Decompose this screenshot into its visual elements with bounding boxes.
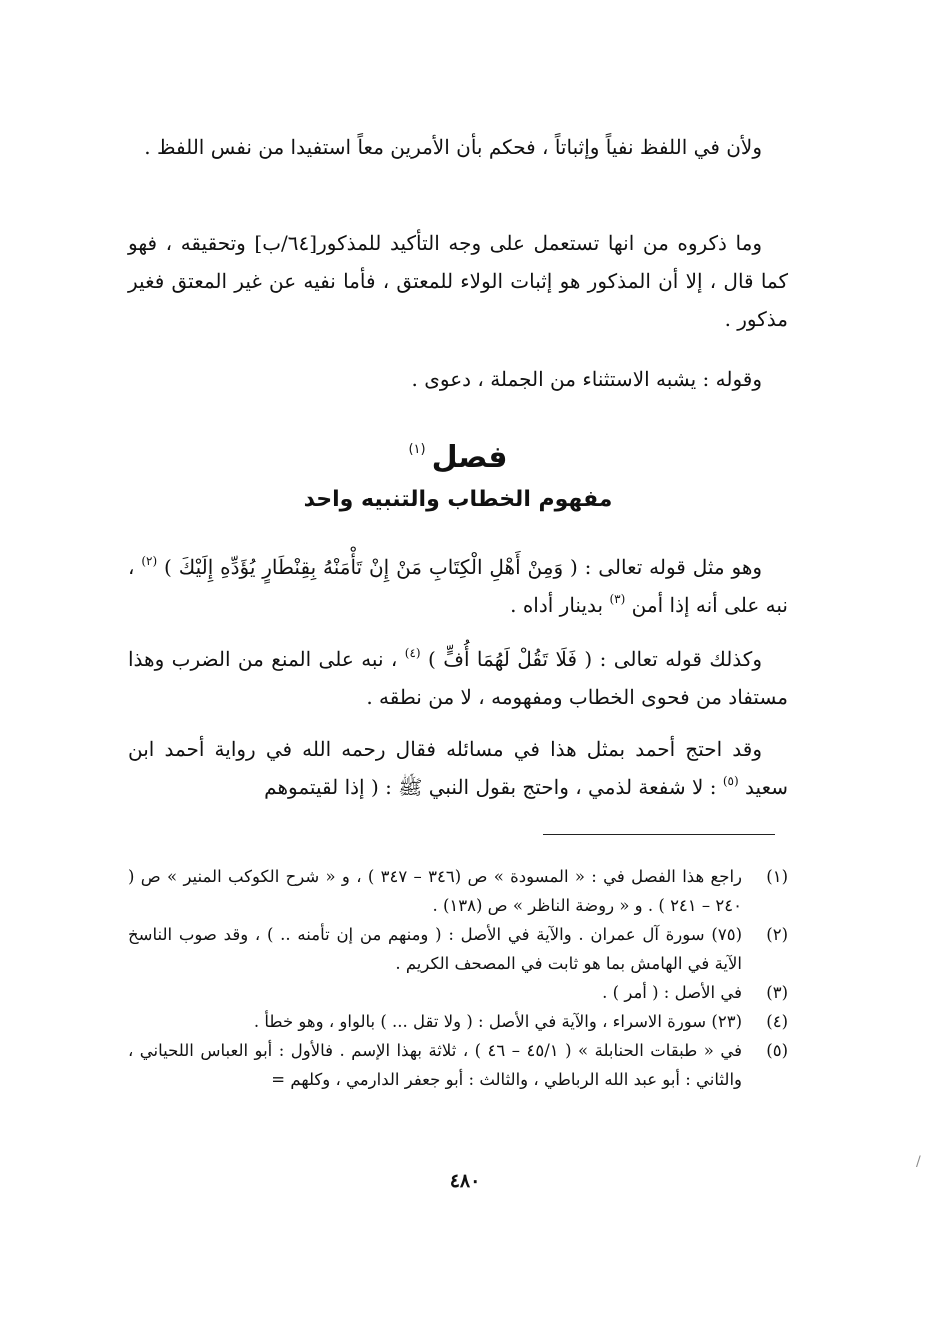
paragraph-4-part-a: وهو مثل قوله تعالى : ( وَمِنْ أَهْلِ الْكِتَابِ مَنْ إِنْ تَأْمَنْهُ بِقِنْطَارٍ يُؤَدِّهِ إِلَيْكَ ) [164, 555, 763, 579]
footnote-2 [128, 920, 788, 978]
footnote-1 [128, 862, 788, 920]
paragraph-5-part-b: ، نبه على المنع من الضرب وهذا مستفاد من فحوى الخطاب ومفهومه ، لا من نطقه . [128, 647, 788, 709]
paragraph-4-part-c: بدينار أداه . [510, 593, 604, 617]
section-title-text: فصل [431, 440, 508, 475]
paragraph-2: وما ذكروه من انها تستعمل على وجه التأكيد للمذكور[٦٤/ب] وتحقيقه ، فهو كما قال ، إلا أن المذكور هو إثبات الولاء للمعتق ، فأما نفيه عن غير المعتق فغير مذكور . [128, 231, 788, 331]
paragraph-5 [128, 640, 788, 716]
footnote-text: راجع هذا الفصل في : « المسودة » ص (٣٤٦ – ٣٤٧ ) ، و « شرح الكوكب المنير » ص ( ٢٤٠ – ٢٤١ ) . و « روضة الناظر » ص (١٣٨) . [128, 867, 743, 915]
paragraph-5-part-a: وكذلك قوله تعالى : ( فَلَا تَقُلْ لَهُمَا أُفٍّ ) [428, 647, 762, 671]
paragraph-6-part-b: : لا شفعة لذمي ، واحتج بقول النبي ﷺ : ( إذا لقيتموهم [264, 775, 717, 799]
paragraph-4-part-b: ، نبه على أنه إذا أمن [128, 555, 788, 617]
footnote-number: (٤) [766, 1012, 788, 1031]
footnote-5 [128, 1036, 788, 1094]
paragraph-6-part-a: وقد احتج أحمد بمثل هذا في مسائله فقال رحمه الله في رواية أحمد ابن سعيد [128, 737, 788, 799]
paragraph-3: وقوله : يشبه الاستثناء من الجملة ، دعوى . [411, 367, 762, 391]
footnote-number: (١) [766, 867, 788, 886]
footnote-text: (٢٣) سورة الاسراء ، والآية في الأصل : ( ولا تقل ... ) بالواو ، وهو خطأ . [253, 1012, 742, 1031]
footnote-4 [128, 1007, 788, 1036]
footnote-ref-3: (٣) [609, 592, 626, 606]
paragraph-6 [128, 730, 788, 806]
section-title [128, 428, 788, 480]
footnote-ref-4: (٤) [404, 646, 421, 660]
footnote-ref-2: (٢) [141, 554, 158, 568]
footnote-number: (٥) [766, 1041, 788, 1060]
footnote-number: (٣) [766, 983, 788, 1002]
paragraph-1: ولأن في اللفظ نفياً وإثباتاً ، فحكم بأن الأمرين معاً استفيدا من نفس اللفظ . [144, 135, 762, 159]
footnote-number: (٢) [766, 925, 788, 944]
footnote-ref-5: (٥) [722, 774, 739, 788]
section-title-footnote-ref: (١) [408, 442, 426, 457]
scan-mark: / [916, 1154, 921, 1170]
footnote-text: في « طبقات الحنابلة » ( ٤٥/١ – ٤٦ ) ، ثلاثة بهذا الإسم . فالأول : أبو العباس اللحياني ، والثاني : أبو عبد الله الرباطي ، والثالث : أبو جعفر الدارمي ، وكلهم = [128, 1041, 742, 1089]
footnote-separator [543, 834, 775, 835]
paragraph-4 [128, 548, 788, 624]
page-number: ٤٨٠ [449, 1170, 481, 1192]
footnote-3 [128, 978, 788, 1007]
footnotes [128, 862, 788, 1094]
footnote-text: (٧٥) سورة آل عمران . والآية في الأصل : ( ومنهم من إن تأمنه .. ) ، وقد صوب الناسخ الآية في الهامش بما هو ثابت في المصحف الكريم . [128, 925, 742, 973]
section-subtitle: مفهوم الخطاب والتنبيه واحد [303, 487, 613, 512]
footnote-text: في الأصل : ( أمر ) . [602, 983, 742, 1002]
